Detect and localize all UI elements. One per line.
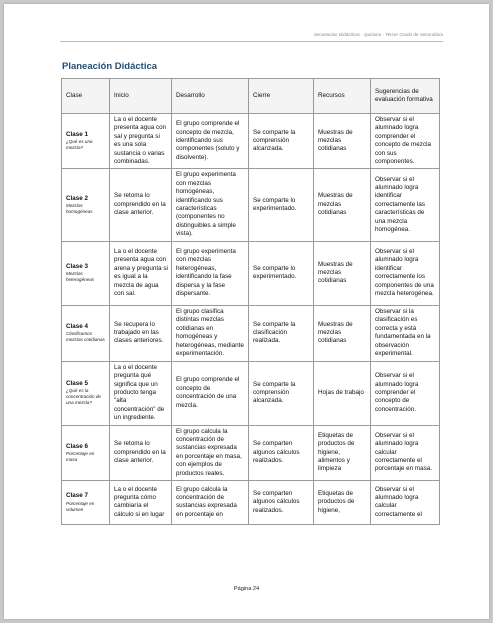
cell-desarrollo: El grupo experimenta con mezclas homogéneas, identificando sus características (componentes no distinguibles a simple vista).	[172, 169, 249, 241]
cell-inicio: La o el docente presenta agua con sal y pregunta si es una sola sustancia o varias combinadas.	[110, 114, 172, 169]
class-subtitle: Mezclas heterogéneas	[66, 271, 95, 283]
table-row	[62, 480, 440, 524]
running-header: Secuencias Didácticas · Química · Tercer Grado de Secundaria	[313, 32, 443, 37]
class-name: Clase 5	[66, 379, 89, 387]
cell-cierre: Se comparte la clasificación realizada.	[249, 305, 314, 361]
cell-desarrollo: El grupo calcula la concentración de sustancias expresada en porcentaje en	[172, 480, 249, 524]
table-row	[62, 114, 440, 169]
table-row	[62, 241, 440, 305]
cell-recursos: Muestras de mezclas cotidianas	[314, 305, 371, 361]
class-subtitle: ¿Qué es una mezcla?	[66, 139, 93, 151]
cell-cierre: Se comparten algunos cálculos realizados.	[249, 480, 314, 524]
header-rule	[60, 41, 443, 42]
cell-clase	[62, 425, 110, 480]
cell-cierre: Se comparten algunos cálculos realizados.	[249, 425, 314, 480]
cell-evaluacion: Observar si la clasificación es correcta y está fundamentada en la observación experimental.	[371, 305, 440, 361]
cell-recursos: Etiquetas de productos de higiene, alimentos y limpieza	[314, 425, 371, 480]
table-row	[62, 361, 440, 425]
cell-recursos: Muestras de mezclas cotidianas	[314, 169, 371, 241]
class-name: Clase 3	[66, 262, 89, 270]
cell-clase	[62, 480, 110, 524]
cell-evaluacion: Observar si el alumnado logra identificar correctamente los componentes de una mezcla heterogénea.	[371, 241, 440, 305]
cell-inicio: Se retoma lo comprendido en la clase anterior.	[110, 169, 172, 241]
cell-recursos: Etiquetas de productos de higiene,	[314, 480, 371, 524]
class-subtitle: ¿Qué es la concentración de una mezcla?	[66, 388, 101, 406]
column-header-evaluacion: Sugerencias de evaluación formativa	[371, 79, 440, 114]
table-row	[62, 425, 440, 480]
cell-inicio: La o el docente pregunta cómo cambiaría el cálculo si en lugar	[110, 480, 172, 524]
cell-evaluacion: Observar si el alumnado logra comprender el concepto de mezcla con sus componentes.	[371, 114, 440, 169]
cell-inicio: Se retoma lo comprendido en la clase anterior.	[110, 425, 172, 480]
document-page	[4, 4, 489, 619]
column-header-desarrollo: Desarrollo	[172, 79, 249, 114]
cell-inicio: Se recupera lo trabajado en las clases anteriores.	[110, 305, 172, 361]
page-number: Página 24	[233, 586, 260, 592]
class-subtitle: Mezclas homogéneas	[66, 203, 93, 215]
table-row	[62, 305, 440, 361]
cell-cierre: Se comparte la comprensión alcanzada.	[249, 361, 314, 425]
cell-cierre: Se comparte lo experimentado.	[249, 169, 314, 241]
class-subtitle: Porcentaje en volumen	[66, 500, 95, 512]
column-header-inicio: Inicio	[110, 79, 172, 114]
cell-desarrollo: El grupo comprende el concepto de concentración de una mezcla.	[172, 361, 249, 425]
page-title: Planeación Didáctica	[62, 61, 158, 72]
column-header-cierre: Cierre	[249, 79, 314, 114]
cell-clase	[62, 361, 110, 425]
cell-recursos: Hojas de trabajo	[314, 361, 371, 425]
cell-evaluacion: Observar si el alumnado logra comprender el concepto de concentración.	[371, 361, 440, 425]
cell-evaluacion: Observar si el alumnado logra identificar correctamente las características de una mezcla homogénea.	[371, 169, 440, 241]
table-header-row	[62, 79, 440, 114]
column-header-recursos: Recursos	[314, 79, 371, 114]
cell-desarrollo: El grupo experimenta con mezclas heterogéneas, identificando la fase dispersa y la fase dispersante.	[172, 241, 249, 305]
cell-inicio: La o el docente pregunta qué significa que un producto tenga "alta concentración" de un ingrediente.	[110, 361, 172, 425]
cell-clase	[62, 305, 110, 361]
cell-desarrollo: El grupo comprende el concepto de mezcla, identificando sus componentes (soluto y disolvente).	[172, 114, 249, 169]
table-row	[62, 169, 440, 241]
class-name: Clase 2	[66, 194, 89, 202]
cell-inicio: La o el docente presenta agua con arena y pregunta si es igual a la mezcla de agua con sal.	[110, 241, 172, 305]
column-header-clase: Clase	[62, 79, 110, 114]
class-subtitle: Porcentaje en masa	[66, 450, 95, 462]
cell-clase	[62, 241, 110, 305]
class-name: Clase 6	[66, 442, 89, 450]
cell-cierre: Se comparte la comprensión alcanzada.	[249, 114, 314, 169]
class-subtitle: Clasificamos mezclas cotidianas	[66, 331, 105, 343]
planning-table	[61, 78, 440, 525]
cell-recursos: Muestras de mezclas cotidianas	[314, 241, 371, 305]
cell-evaluacion: Observar si el alumnado logra calcular correctamente el porcentaje en masa.	[371, 425, 440, 480]
cell-evaluacion: Observar si el alumnado logra calcular correctamente el	[371, 480, 440, 524]
cell-desarrollo: El grupo calcula la concentración de sustancias expresada en porcentaje en masa, con ejemplos de productos reales.	[172, 425, 249, 480]
cell-recursos: Muestras de mezclas cotidianas	[314, 114, 371, 169]
cell-cierre: Se comparte lo experimentado.	[249, 241, 314, 305]
cell-clase	[62, 169, 110, 241]
class-name: Clase 4	[66, 322, 89, 330]
cell-clase	[62, 114, 110, 169]
class-name: Clase 1	[66, 131, 89, 139]
class-name: Clase 7	[66, 492, 89, 500]
cell-desarrollo: El grupo clasifica distintas mezclas cotidianas en homogéneas y heterogéneas, mediante experimentación.	[172, 305, 249, 361]
